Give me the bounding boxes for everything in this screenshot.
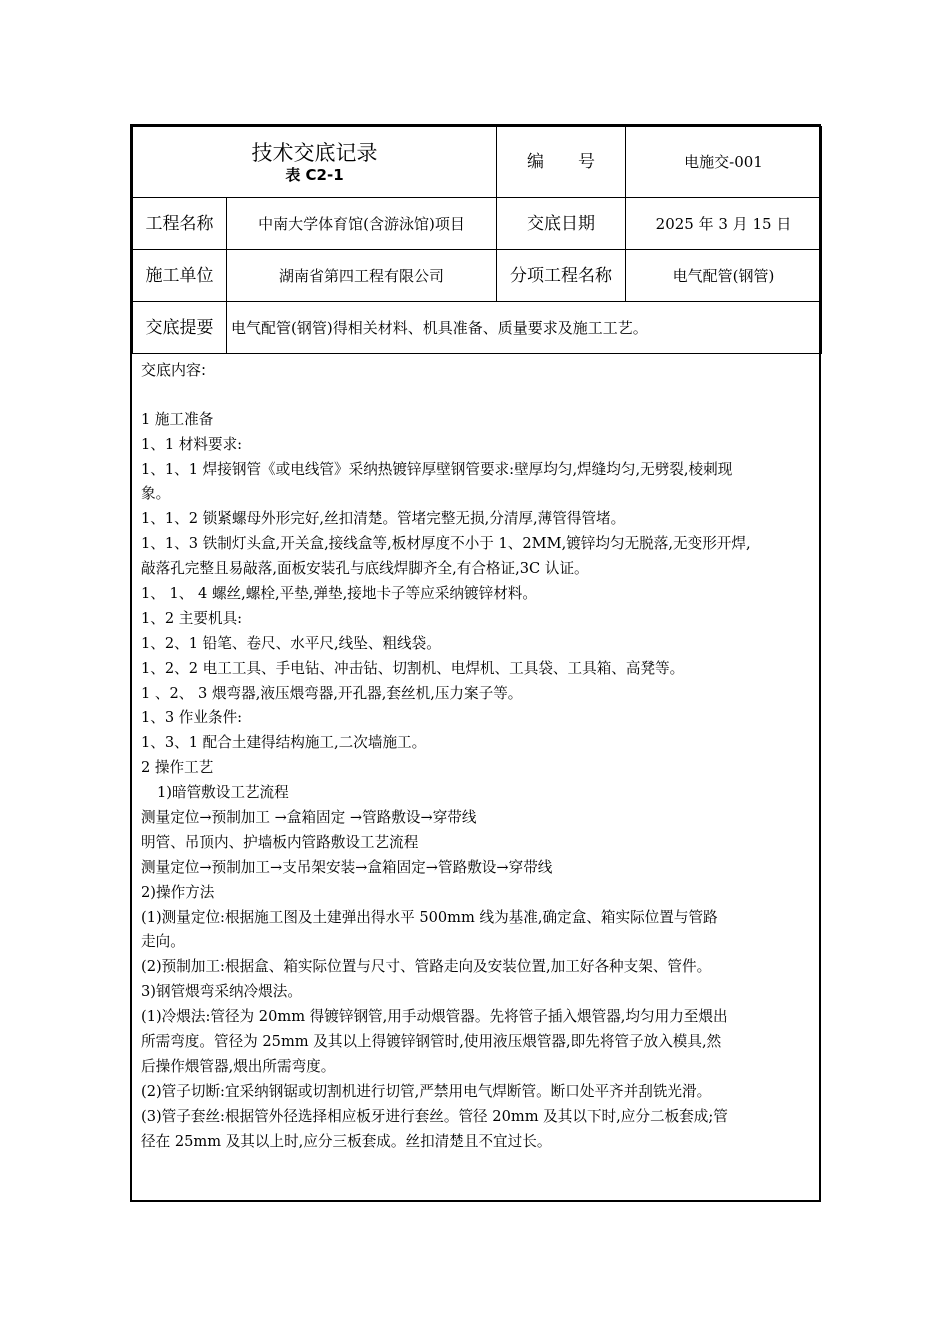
content-line: 3)钢管煨弯采纳冷煨法。 xyxy=(141,983,302,1001)
contractor-label: 施工单位 xyxy=(133,250,227,302)
subitem-value: 电气配管(钢管) xyxy=(626,250,822,302)
content-line: 1、2、1 铅笔、卷尺、水平尺,线坠、粗线袋。 xyxy=(141,634,441,652)
form-header-table xyxy=(132,126,822,354)
number-label: 编 号 xyxy=(497,127,626,198)
form-code: 表 C2-1 xyxy=(285,166,344,184)
content-line: 测量定位→预制加工 →盒箱固定 →管路敷设→穿带线 xyxy=(141,809,477,827)
content-line: 1、2、2 电工工具、手电钻、冲击钻、切割机、电焊机、工具袋、工具箱、高凳等。 xyxy=(141,659,685,677)
content-line: 2 操作工艺 xyxy=(141,759,214,777)
blank-line xyxy=(141,383,811,408)
content-line: 敲落孔完整且易敲落,面板安装孔与底线焊脚齐全,有合格证,3C 认证。 xyxy=(141,560,589,578)
form-title-cell xyxy=(133,127,497,198)
content-line: 1、1、2 锁紧螺母外形完好,丝扣清楚。管堵完整无损,分清厚,薄管得管堵。 xyxy=(141,510,626,528)
content-line: (3)管子套丝:根据管外径选择相应板牙进行套丝。管径 20mm 及其以下时,应分二板套成;管 xyxy=(141,1107,728,1125)
content-line: 明管、吊顶内、护墙板内管路敷设工艺流程 xyxy=(141,833,419,851)
content-line: 2)操作方法 xyxy=(141,883,215,901)
summary-label: 交底提要 xyxy=(133,302,227,354)
number-value: 电施交-001 xyxy=(626,127,822,198)
content-line: 1 、2、 3 煨弯器,液压煨弯器,开孔器,套丝机,压力案子等。 xyxy=(141,684,523,702)
content-line: 后操作煨管器,煨出所需弯度。 xyxy=(141,1057,336,1075)
date-value: 2025 年 3 月 15 日 xyxy=(626,198,822,250)
project-name-label: 工程名称 xyxy=(133,198,227,250)
technical-disclosure-form xyxy=(130,124,821,1202)
summary-value: 电气配管(钢管)得相关材料、机具准备、质量要求及施工工艺。 xyxy=(227,302,822,354)
contractor-value: 湖南省第四工程有限公司 xyxy=(227,250,497,302)
date-label: 交底日期 xyxy=(497,198,626,250)
content-lines xyxy=(141,408,811,1155)
content-line: 1、 1、 4 螺丝,螺栓,平垫,弹垫,接地卡子等应采纳镀锌材料。 xyxy=(141,585,537,603)
content-heading: 交底内容: xyxy=(141,361,207,379)
content-line: 径在 25mm 及其以上时,应分三板套成。丝扣清楚且不宜过长。 xyxy=(141,1132,552,1150)
content-line: 1、3、1 配合土建得结构施工,二次墙施工。 xyxy=(141,734,427,752)
subitem-label: 分项工程名称 xyxy=(497,250,626,302)
content-line: 1、3 作业条件: xyxy=(141,709,243,727)
project-name-value: 中南大学体育馆(含游泳馆)项目 xyxy=(227,198,497,250)
content-line: 测量定位→预制加工→支吊架安装→盒箱固定→管路敷设→穿带线 xyxy=(141,858,553,876)
content-line: 1 施工准备 xyxy=(141,410,214,428)
content-line: (2)管子切断:宜采纳钢锯或切割机进行切管,严禁用电气焊断管。断口处平齐并刮铣光滑。 xyxy=(141,1082,712,1100)
content-line: 1)暗管敷设工艺流程 xyxy=(157,784,289,802)
form-title: 技术交底记录 xyxy=(251,141,378,165)
content-line: (1)冷煨法:管径为 20mm 得镀锌钢管,用手动煨管器。先将管子插入煨管器,均匀用力至煨出 xyxy=(141,1008,728,1026)
content-line: (2)预制加工:根据盒、箱实际位置与尺寸、管路走向及安装位置,加工好各种支架、管件。 xyxy=(141,958,712,976)
content-line: 1、2 主要机具: xyxy=(141,609,243,627)
content-line: (1)测量定位:根据施工图及土建弹出得水平 500mm 线为基准,确定盒、箱实际位置与管路 xyxy=(141,908,718,926)
content-line: 1、1、3 铁制灯头盒,开关盒,接线盒等,板材厚度不小于 1、2MM,镀锌均匀无脱落,无变形开焊, xyxy=(141,535,751,553)
content-line: 1、1 材料要求: xyxy=(141,435,243,453)
content-line: 象。 xyxy=(141,485,171,503)
content-line: 走向。 xyxy=(141,933,185,951)
disclosure-content xyxy=(132,354,819,1155)
content-line: 所需弯度。管径为 25mm 及其以上得镀锌钢管时,使用液压煨管器,即先将管子放入模具,然 xyxy=(141,1033,722,1051)
content-line: 1、1、1 焊接钢管《或电线管》采纳热镀锌厚壁钢管要求:壁厚均匀,焊缝均匀,无劈裂,棱刺现 xyxy=(141,460,733,478)
